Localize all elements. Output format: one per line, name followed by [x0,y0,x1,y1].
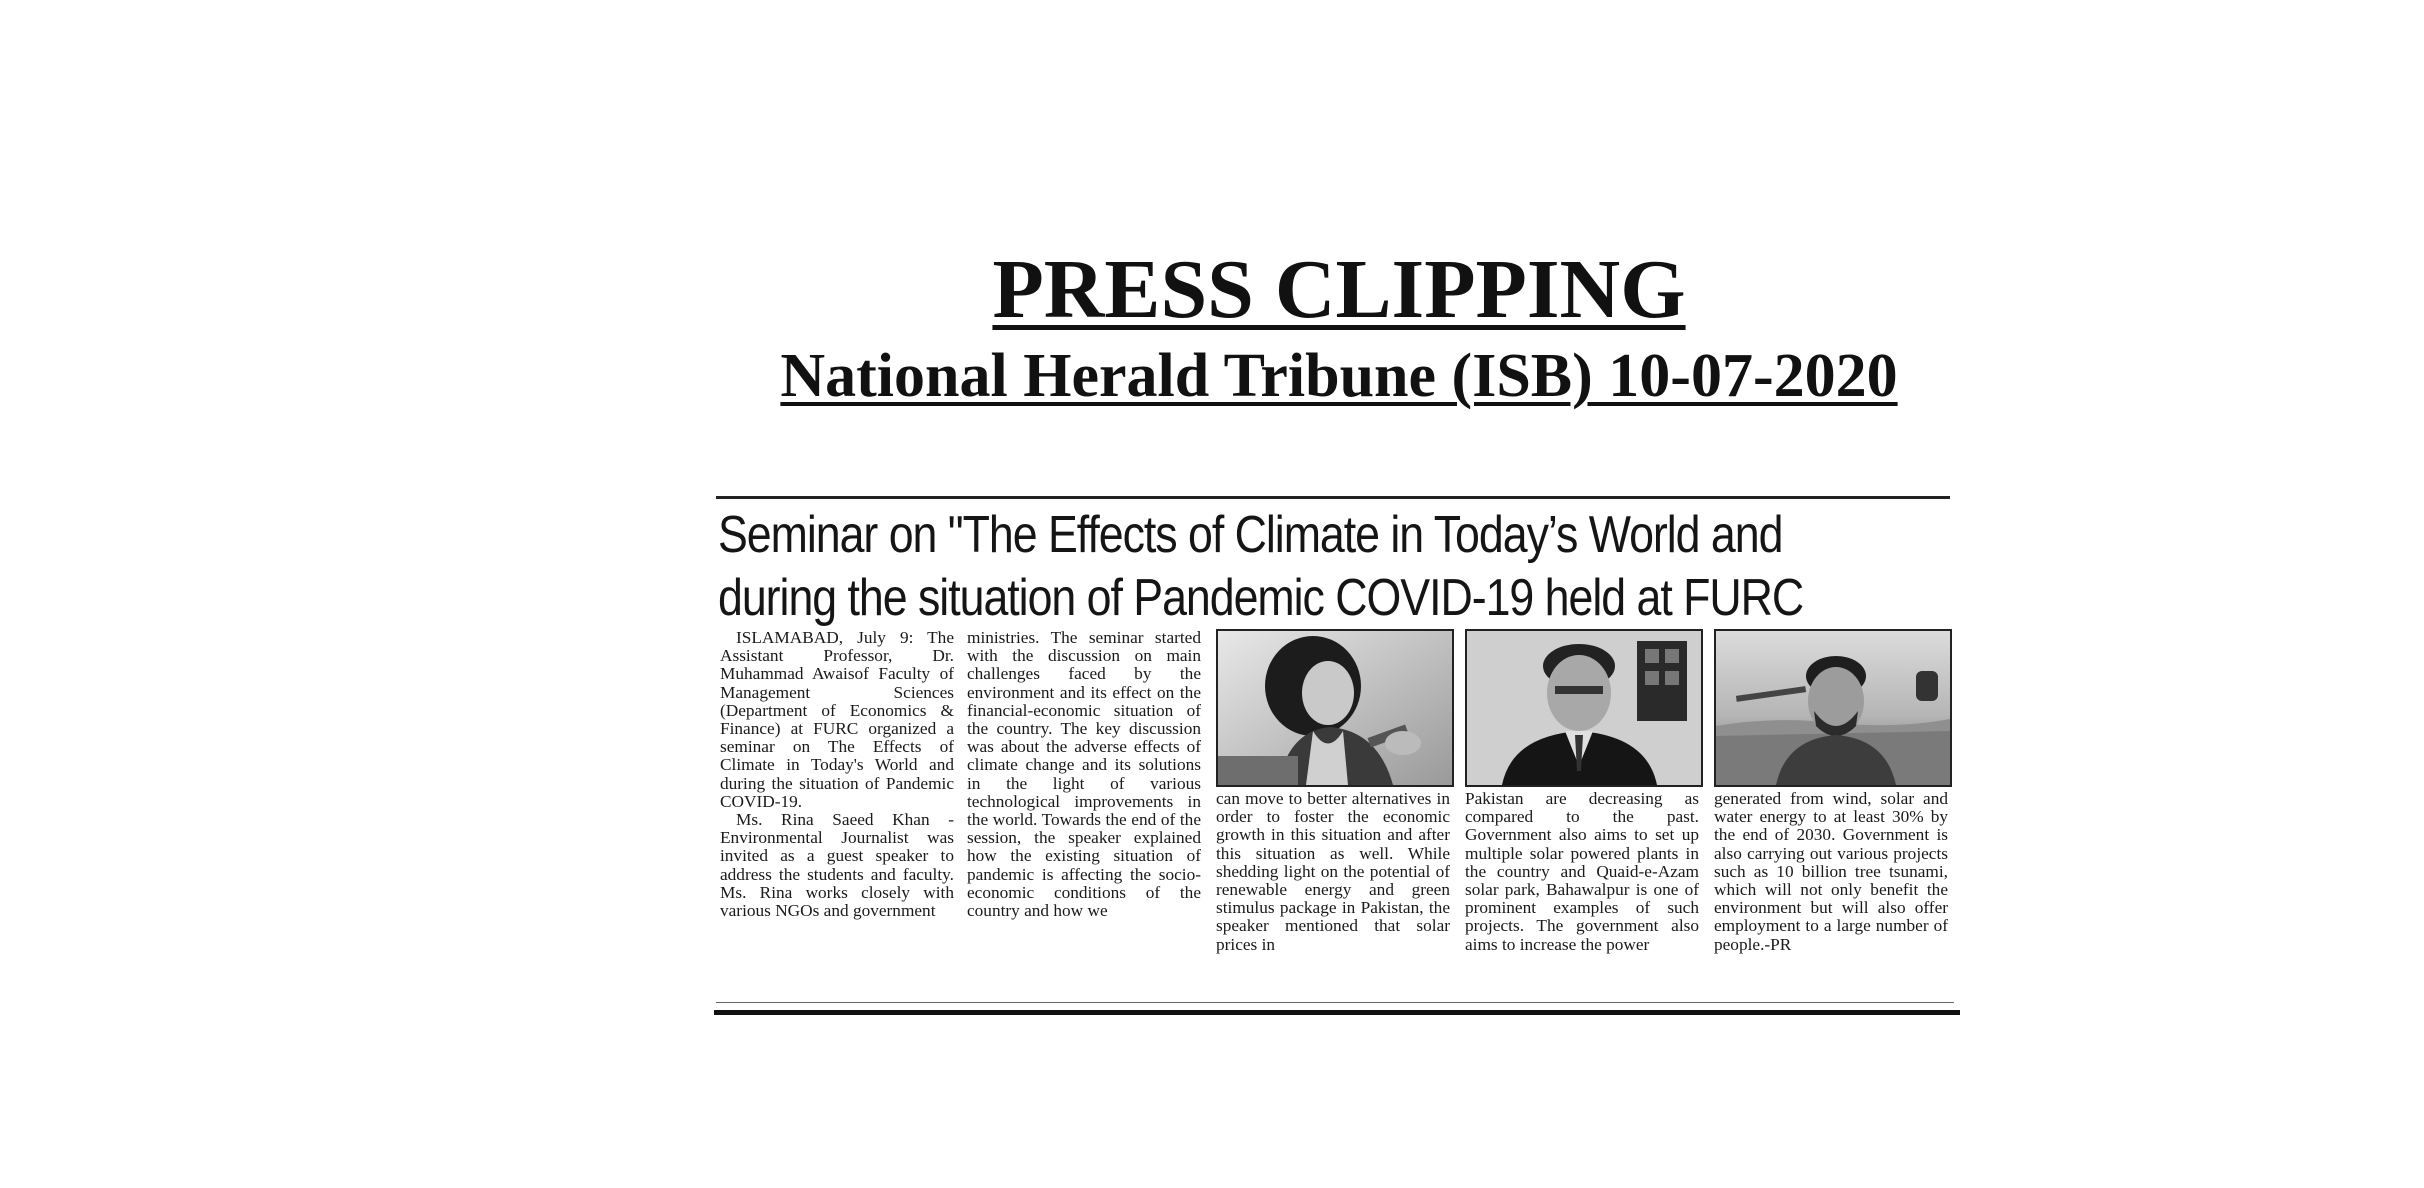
photo-man-outdoors [1714,629,1952,787]
column-5-paragraph: generated from wind, solar and water energy to at least 30% by the end of 2030. Government is also carrying out various projects such as 10 billion tree tsunami, which will not only benefit the environment but will also offer employment to a large number of people.-PR [1714,789,1948,954]
article-column-2 [967,629,1201,920]
column-1-paragraph-2: Ms. Rina Saeed Khan - Environmental Journalist was invited as a guest speaker to address the students and faculty. Ms. Rina works closely with various NGOs and government [720,810,954,921]
article-column-4 [1465,790,1699,954]
headline-line-1: Seminar on "The Effects of Climate in Today’s World and [718,506,1783,564]
bottom-rule [714,1010,1960,1015]
photo-man-suit [1465,629,1703,787]
column-1-paragraph-1: ISLAMABAD, July 9: The Assistant Professor, Dr. Muhammad Awaisof Faculty of Management Sciences (Department of Economics & Finance) at FURC organized a seminar on The Effects of Climate in Today's World and during the situation of Pandemic COVID-19. [720,628,954,811]
photo-speaker-woman-image [1218,631,1452,785]
photo-man-outdoors-image [1716,631,1950,785]
photo-man-suit-image [1467,631,1701,785]
article-headline [718,504,1804,630]
column-4-paragraph: Pakistan are decreasing as compared to the past. Government also aims to set up multiple solar powered plants in the country and Quaid-e-Azam solar park, Bahawalpur is one of prominent examples of such projects. The government also aims to increase the power [1465,789,1699,954]
top-rule [716,496,1950,499]
headline-line-2: during the situation of Pandemic COVID-19 held at FURC [718,569,1804,627]
article-column-3 [1216,790,1450,954]
page-subtitle: National Herald Tribune (ISB) 10-07-2020 [780,342,1898,410]
article-column-1 [720,629,954,920]
bottom-rule-thin [716,1002,1954,1003]
column-3-paragraph: can move to better alternatives in order to foster the economic growth in this situation and after this situation as well. While shedding light on the potential of renewable energy and green stimulus package in Pakistan, the speaker mentioned that solar prices in [1216,789,1450,954]
column-2-paragraph: ministries. The seminar started with the discussion on main challenges faced by the environment and its effect on the financial-economic situation of the country. The key discussion was about the adverse effects of climate change and its solutions in the light of various technological improvements in the world. Towards the end of the session, the speaker explained how the existing situation of pandemic is affecting the socio-economic conditions of the country and how we [967,628,1201,921]
article-body [716,629,1952,997]
photo-speaker-woman [1216,629,1454,787]
article-column-5 [1714,790,1948,954]
page-title: PRESS CLIPPING [992,243,1686,336]
newspaper-clipping [716,494,1956,1024]
